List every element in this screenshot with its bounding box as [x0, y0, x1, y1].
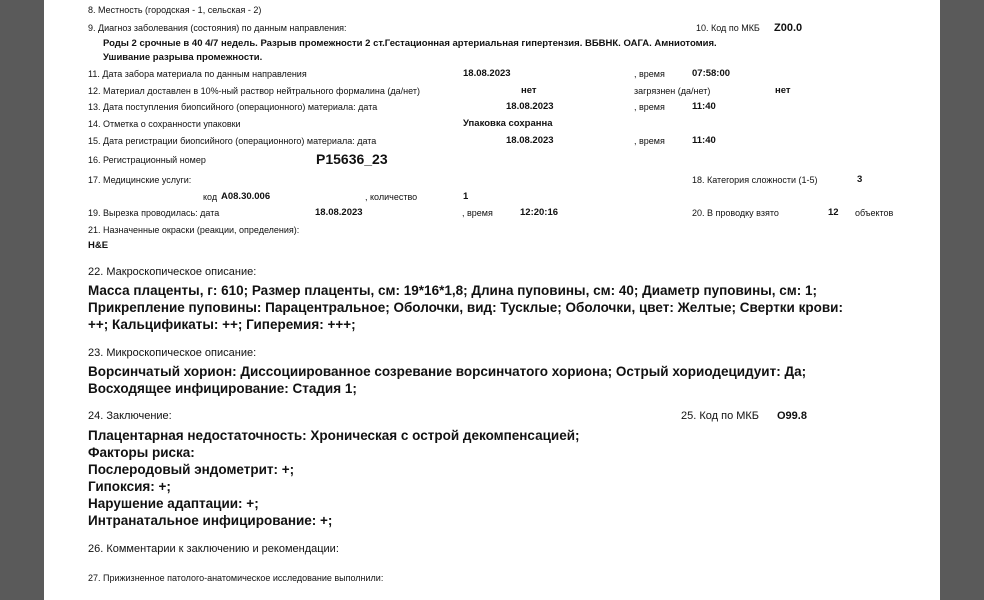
field-9-label: 9. Диагноз заболевания (состояния) по данным направления:: [88, 23, 347, 33]
field-8-label: 8. Местность (городская - 1, сельская - 2): [88, 5, 262, 15]
field-20-label: 20. В проводку взято: [692, 208, 779, 218]
conclusion-line: Интранатальное инфицирование: +;: [88, 513, 333, 528]
field-19-time-label: , время: [462, 208, 493, 218]
field-19-time: 12:20:16: [520, 207, 559, 218]
field-9-diagnosis-line-1: Роды 2 срочные в 40 4/7 недель. Разрыв промежности 2 ст.Гестационная артериальная гипертензия. ВБВНК. ОАГА. Амниотомия.: [103, 38, 717, 49]
field-22-line-2: Прикрепление пуповины: Парацентральное; Оболочки, вид: Тусклые; Оболочки, цвет: Желтые; Свертки крови:: [88, 300, 843, 315]
field-15-label: 15. Дата регистрации биопсийного (операционного) материала: дата: [88, 136, 377, 146]
field-11-time: 07:58:00: [692, 68, 731, 79]
field-12-value: нет: [521, 85, 537, 96]
conclusion-line: Нарушение адаптации: +;: [88, 496, 259, 511]
conclusion-line: Гипоксия: +;: [88, 479, 171, 494]
field-13-time: 11:40: [692, 101, 716, 112]
conclusion-line: Факторы риска:: [88, 445, 195, 460]
field-21-value: H&E: [88, 240, 109, 251]
field-14-value: Упаковка сохранна: [463, 118, 553, 129]
field-12-contaminated-value: нет: [775, 85, 791, 96]
field-12-label: 12. Материал доставлен в 10%-ный раствор нейтрального формалина (да/нет): [88, 86, 420, 96]
field-26-label: 26. Комментарии к заключению и рекомендации:: [88, 543, 339, 555]
field-9-diagnosis-line-2: Ушивание разрыва промежности.: [103, 52, 263, 63]
field-13-label: 13. Дата поступления биопсийного (операционного) материала: дата: [88, 102, 378, 112]
field-17-code-label: код: [203, 192, 218, 202]
field-17-qty-label: , количество: [365, 192, 418, 202]
field-25-value: O99.8: [777, 410, 807, 422]
field-23-line-1: Ворсинчатый хорион: Диссоциированное созревание ворсинчатого хориона; Острый хориодецидуит: Да;: [88, 364, 807, 379]
field-12-contaminated-label: загрязнен (да/нет): [634, 86, 711, 96]
field-14-label: 14. Отметка о сохранности упаковки: [88, 119, 241, 129]
field-11-label: 11. Дата забора материала по данным направления: [88, 69, 307, 79]
field-18-label: 18. Категория сложности (1-5): [692, 175, 818, 185]
conclusion-line: Плацентарная недостаточность: Хроническая с острой декомпенсацией;: [88, 428, 580, 443]
field-13-time-label: , время: [634, 102, 665, 112]
field-17-qty: 1: [463, 191, 469, 202]
field-22-line-3: ++; Кальцификаты: ++; Гиперемия: +++;: [88, 317, 356, 332]
field-27-label: 27. Прижизненное патолого-анатомическое исследование выполнили:: [88, 573, 384, 583]
field-20-value: 12: [828, 207, 839, 218]
field-19-label: 19. Вырезка проводилась: дата: [88, 208, 220, 218]
field-17-label: 17. Медицинские услуги:: [88, 175, 192, 185]
field-15-time: 11:40: [692, 135, 716, 146]
field-23-label: 23. Микроскопическое описание:: [88, 347, 257, 359]
field-24-label: 24. Заключение:: [88, 410, 172, 422]
report-page: [44, 0, 940, 600]
field-10-label: 10. Код по МКБ: [696, 23, 760, 33]
field-10-value: Z00.0: [774, 22, 803, 34]
field-16-registration-number: P15636_23: [316, 151, 388, 167]
field-23-line-2: Восходящее инфицирование: Стадия 1;: [88, 381, 357, 396]
field-17-code: A08.30.006: [221, 191, 271, 202]
field-19-date: 18.08.2023: [315, 207, 363, 218]
field-16-label: 16. Регистрационный номер: [88, 155, 206, 165]
field-21-label: 21. Назначенные окраски (реакции, определения):: [88, 225, 300, 235]
field-22-line-1: Масса плаценты, г: 610; Размер плаценты, см: 19*16*1,8; Длина пуповины, см: 40; Диаметр пуповины, см: 1;: [88, 283, 818, 298]
field-11-date: 18.08.2023: [463, 68, 511, 79]
field-15-date: 18.08.2023: [506, 135, 554, 146]
conclusion-line: Послеродовый эндометрит: +;: [88, 462, 295, 477]
field-22-label: 22. Макроскопическое описание:: [88, 266, 257, 278]
field-13-date: 18.08.2023: [506, 101, 554, 112]
field-25-label: 25. Код по МКБ: [681, 410, 760, 422]
field-11-time-label: , время: [634, 69, 665, 79]
field-20-unit: объектов: [855, 208, 894, 218]
field-18-value: 3: [857, 174, 863, 185]
field-15-time-label: , время: [634, 136, 665, 146]
